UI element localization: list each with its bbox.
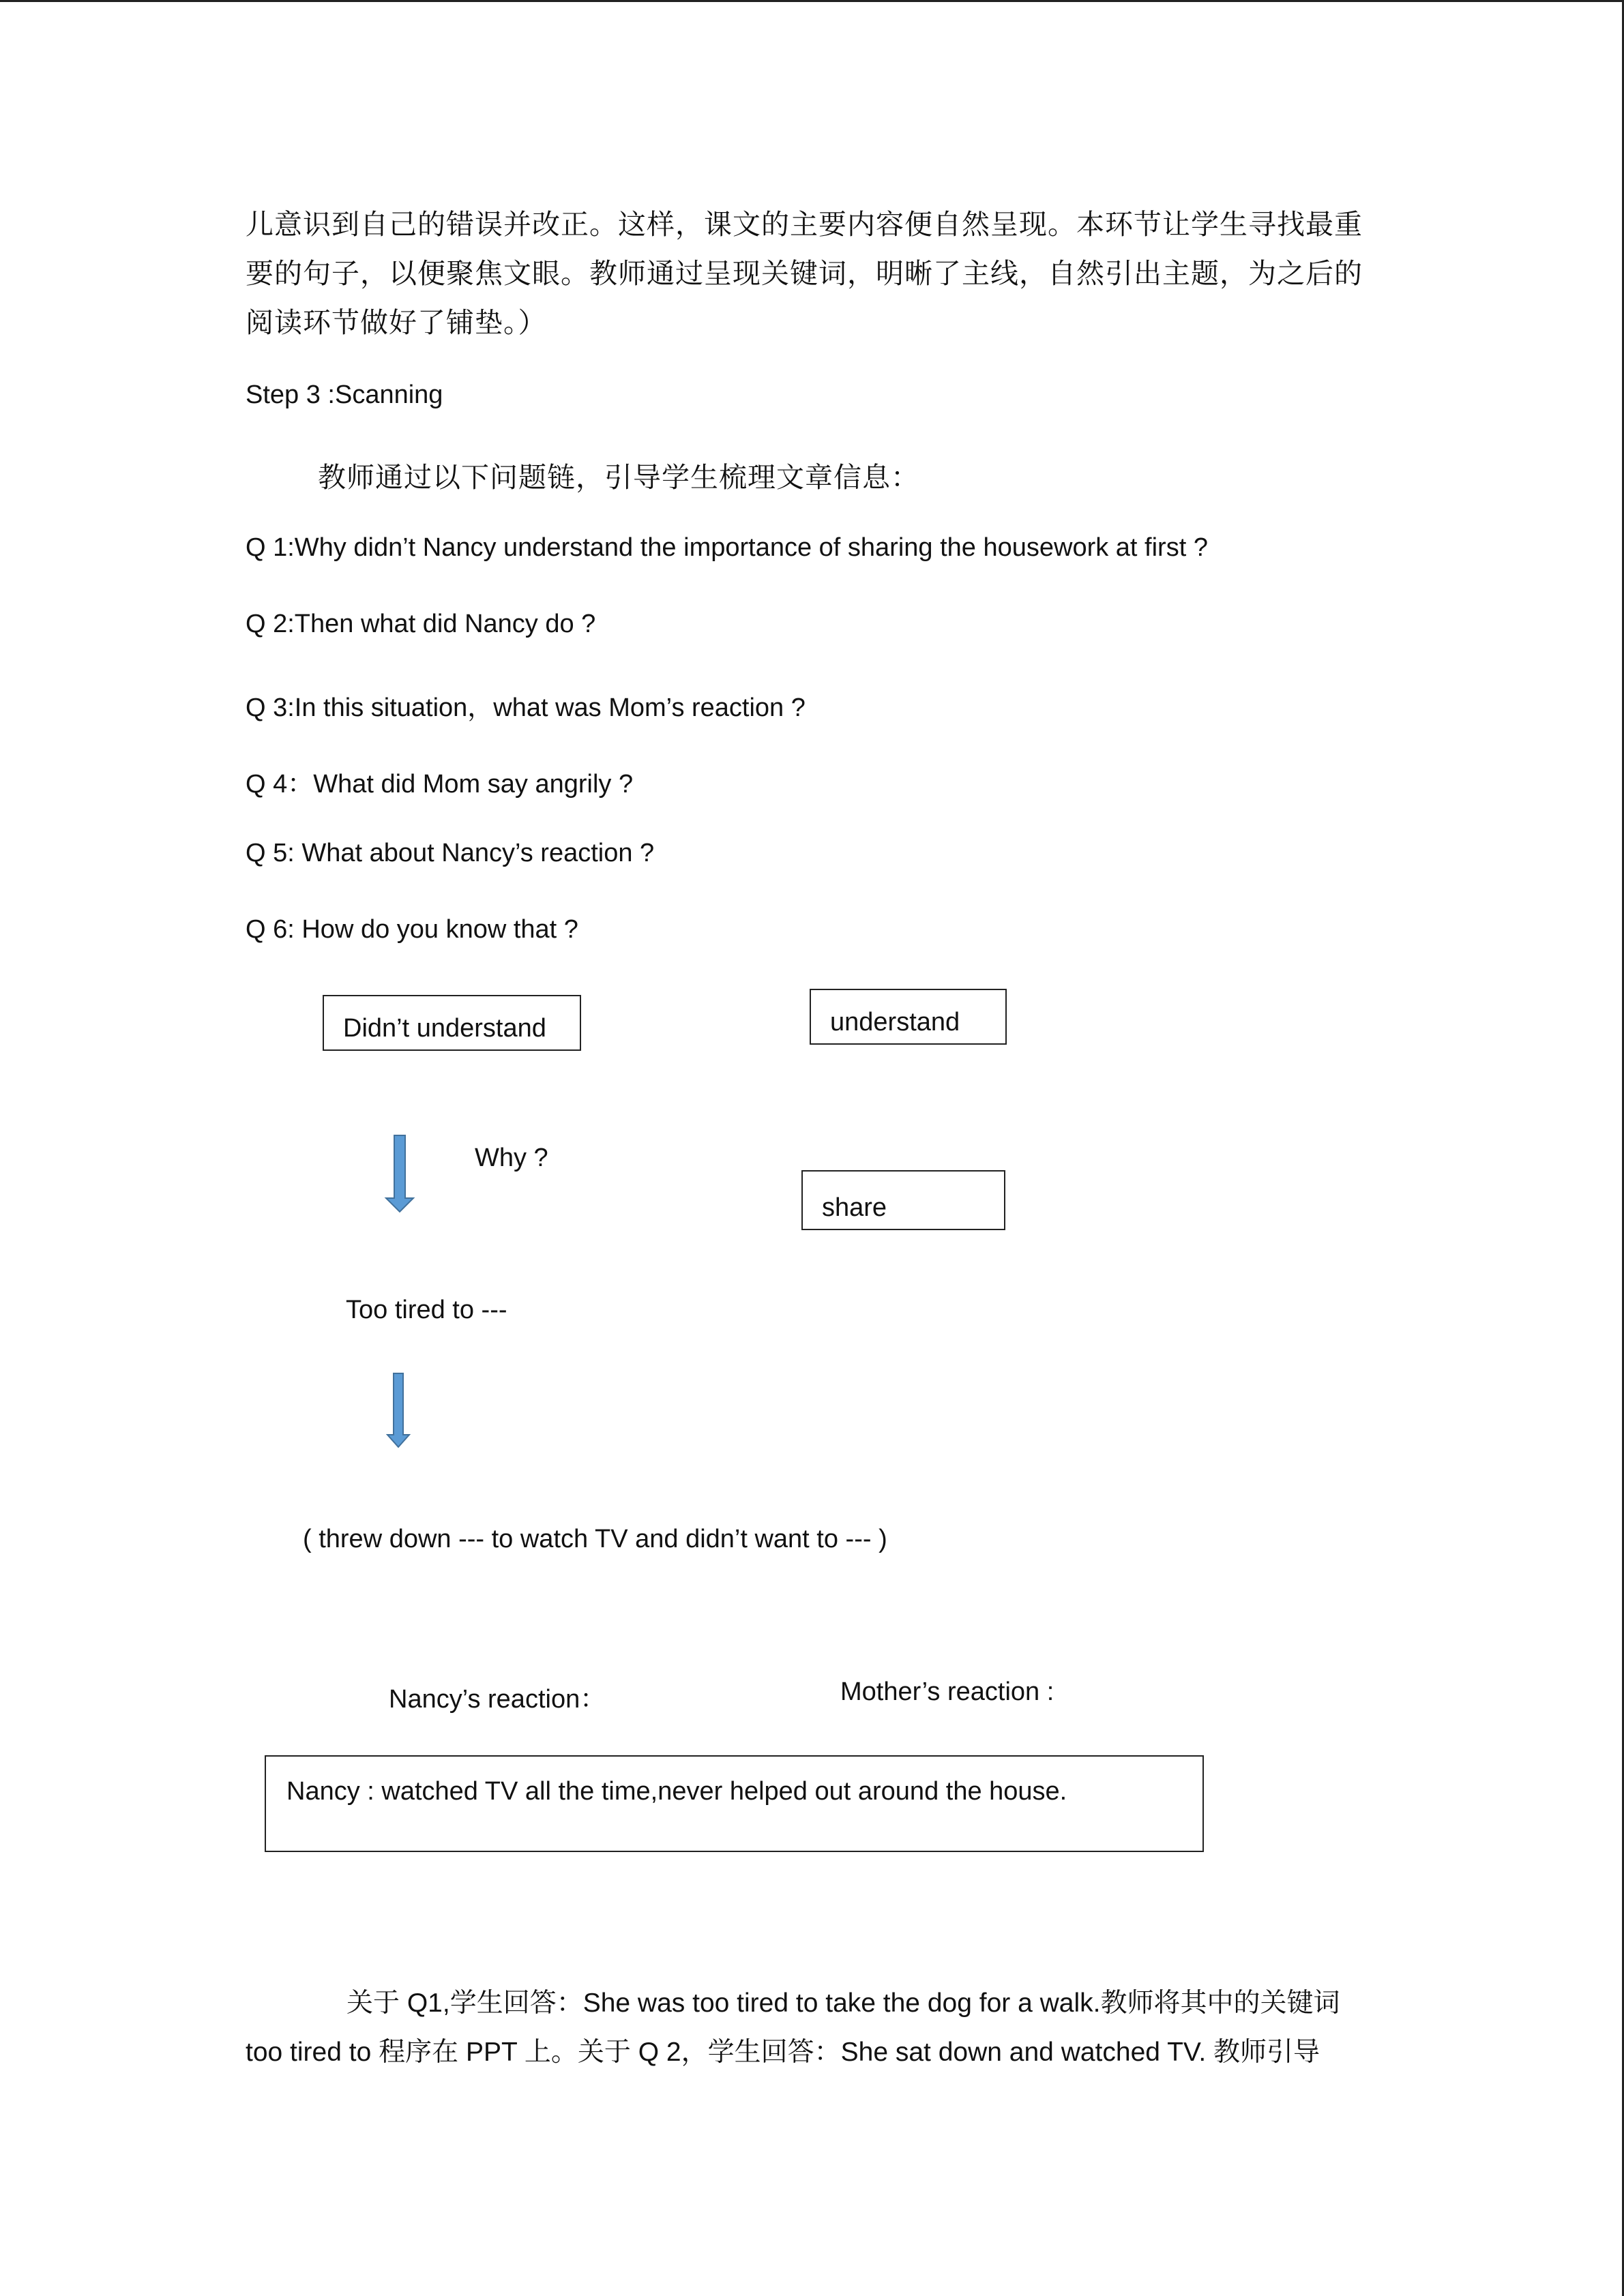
step-intro: 教师通过以下问题链，引导学生梳理文章信息： bbox=[318, 461, 919, 494]
step-heading: Step 3 :Scanning bbox=[246, 381, 443, 409]
box-share bbox=[801, 1170, 1005, 1230]
page-top-border bbox=[0, 0, 1624, 2]
down-arrow-icon bbox=[386, 1372, 411, 1448]
question-5: Q 5: What about Nancy’s reaction ? bbox=[246, 839, 655, 867]
intro-line-3: 阅读环节做好了铺垫。） bbox=[246, 306, 547, 339]
label-nancy-reaction: Nancy’s reaction： bbox=[389, 1685, 606, 1714]
question-1: Q 1:Why didn’t Nancy understand the importance of sharing the housework at first ? bbox=[246, 533, 1208, 562]
box-nancy bbox=[265, 1755, 1204, 1852]
box-nancy-label: Nancy : watched TV all the time,never helped out around the house. bbox=[286, 1777, 1067, 1806]
question-2: Q 2:Then what did Nancy do ? bbox=[246, 610, 596, 638]
question-6: Q 6: How do you know that ? bbox=[246, 915, 578, 944]
label-too-tired: Too tired to --- bbox=[346, 1296, 507, 1324]
box-understand-label: understand bbox=[830, 1008, 960, 1037]
intro-line-1: 儿意识到自己的错误并改正。这样，课文的主要内容便自然呈现。本环节让学生寻找最重 bbox=[246, 208, 1363, 241]
question-3: Q 3:In this situation，what was Mom’s reaction ? bbox=[246, 694, 806, 722]
box-understand bbox=[810, 989, 1007, 1045]
end-line-1: 关于 Q1,学生回答：She was too tired to take the dog for a walk.教师将其中的关键词 bbox=[346, 1988, 1340, 2018]
label-why: Why ? bbox=[475, 1144, 548, 1172]
label-mother-reaction: Mother’s reaction : bbox=[840, 1678, 1054, 1706]
box-didnt-understand bbox=[323, 995, 581, 1051]
box-share-label: share bbox=[822, 1193, 887, 1222]
box-didnt-understand-label: Didn’t understand bbox=[343, 1014, 546, 1043]
end-line-2: too tired to 程序在 PPT 上。关于 Q 2，学生回答：She sat down and watched TV. 教师引导 bbox=[246, 2038, 1320, 2067]
question-4: Q 4：What did Mom say angrily ? bbox=[246, 770, 634, 799]
down-arrow-icon bbox=[383, 1134, 416, 1213]
label-threw-down: ( threw down --- to watch TV and didn’t want to --- ) bbox=[303, 1525, 887, 1553]
intro-line-2: 要的句子，以便聚焦文眼。教师通过呈现关键词，明晰了主线，自然引出主题，为之后的 bbox=[246, 257, 1363, 290]
